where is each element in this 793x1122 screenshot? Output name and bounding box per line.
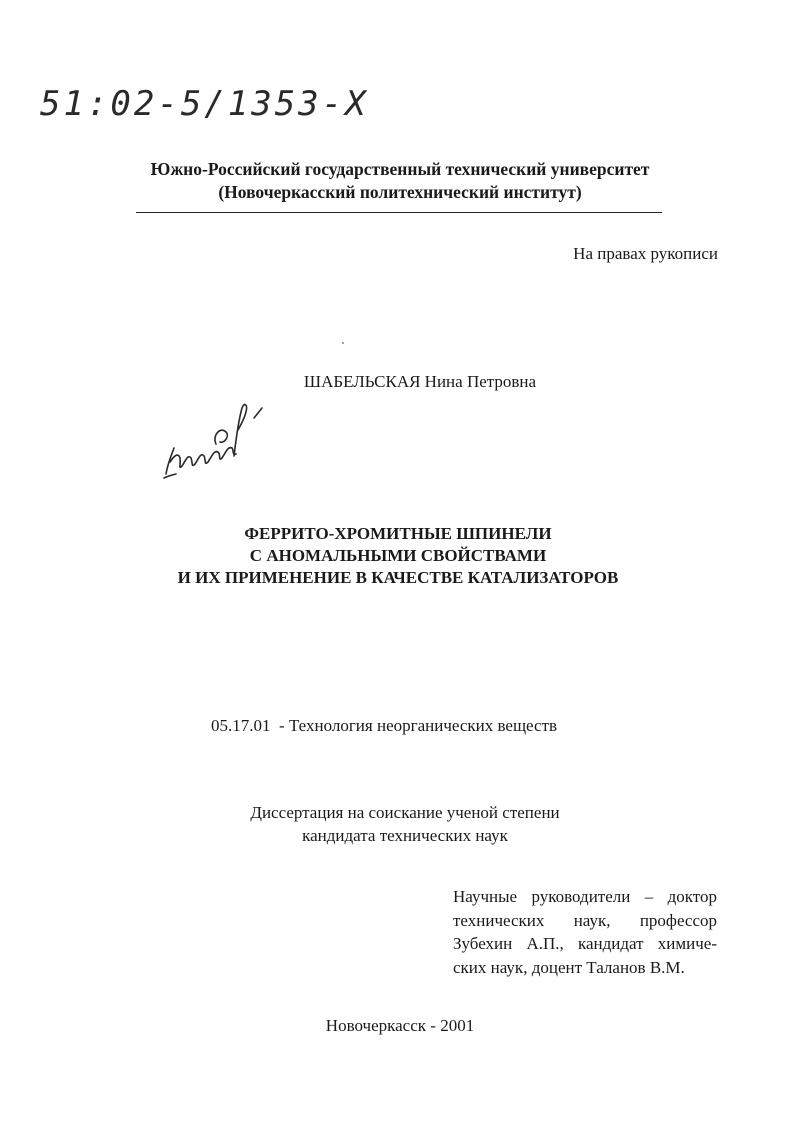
header-divider xyxy=(136,212,662,213)
advisors-line-3: Зубехин А.П., кандидат химиче- xyxy=(453,934,717,953)
manuscript-note: На правах рукописи xyxy=(573,244,718,263)
university-name: Южно-Российский государственный технический университет xyxy=(150,159,650,179)
specialty-code: 05.17.01 - Технология неорганических веществ xyxy=(211,716,558,735)
dissertation-title-line-3: И ИХ ПРИМЕНЕНИЕ В КАЧЕСТВЕ КАТАЛИЗАТОРОВ xyxy=(177,568,619,587)
city-year: Новочеркасск - 2001 xyxy=(325,1016,475,1035)
advisors-line-1: Научные руководители – доктор xyxy=(453,887,717,906)
degree-line-2: кандидата технических наук xyxy=(302,826,508,845)
scan-speck xyxy=(342,342,344,344)
signature-icon xyxy=(158,396,268,486)
dissertation-title-line-1: ФЕРРИТО-ХРОМИТНЫЕ ШПИНЕЛИ xyxy=(244,524,552,543)
advisors-line-2: технических наук, профессор xyxy=(453,910,717,930)
advisors-line-4: ских наук, доцент Таланов В.М. xyxy=(453,957,685,977)
author-name: ШАБЕЛЬСКАЯ Нина Петровна xyxy=(303,372,537,391)
scientific-advisors xyxy=(453,885,717,979)
dissertation-title-line-2: С АНОМАЛЬНЫМИ СВОЙСТВАМИ xyxy=(249,546,547,565)
university-former-name: (Новочеркасский политехнический институт) xyxy=(218,182,582,202)
degree-line-1: Диссертация на соискание ученой степени xyxy=(250,803,560,822)
archive-code: 51:02-5/1353-X xyxy=(40,84,369,124)
